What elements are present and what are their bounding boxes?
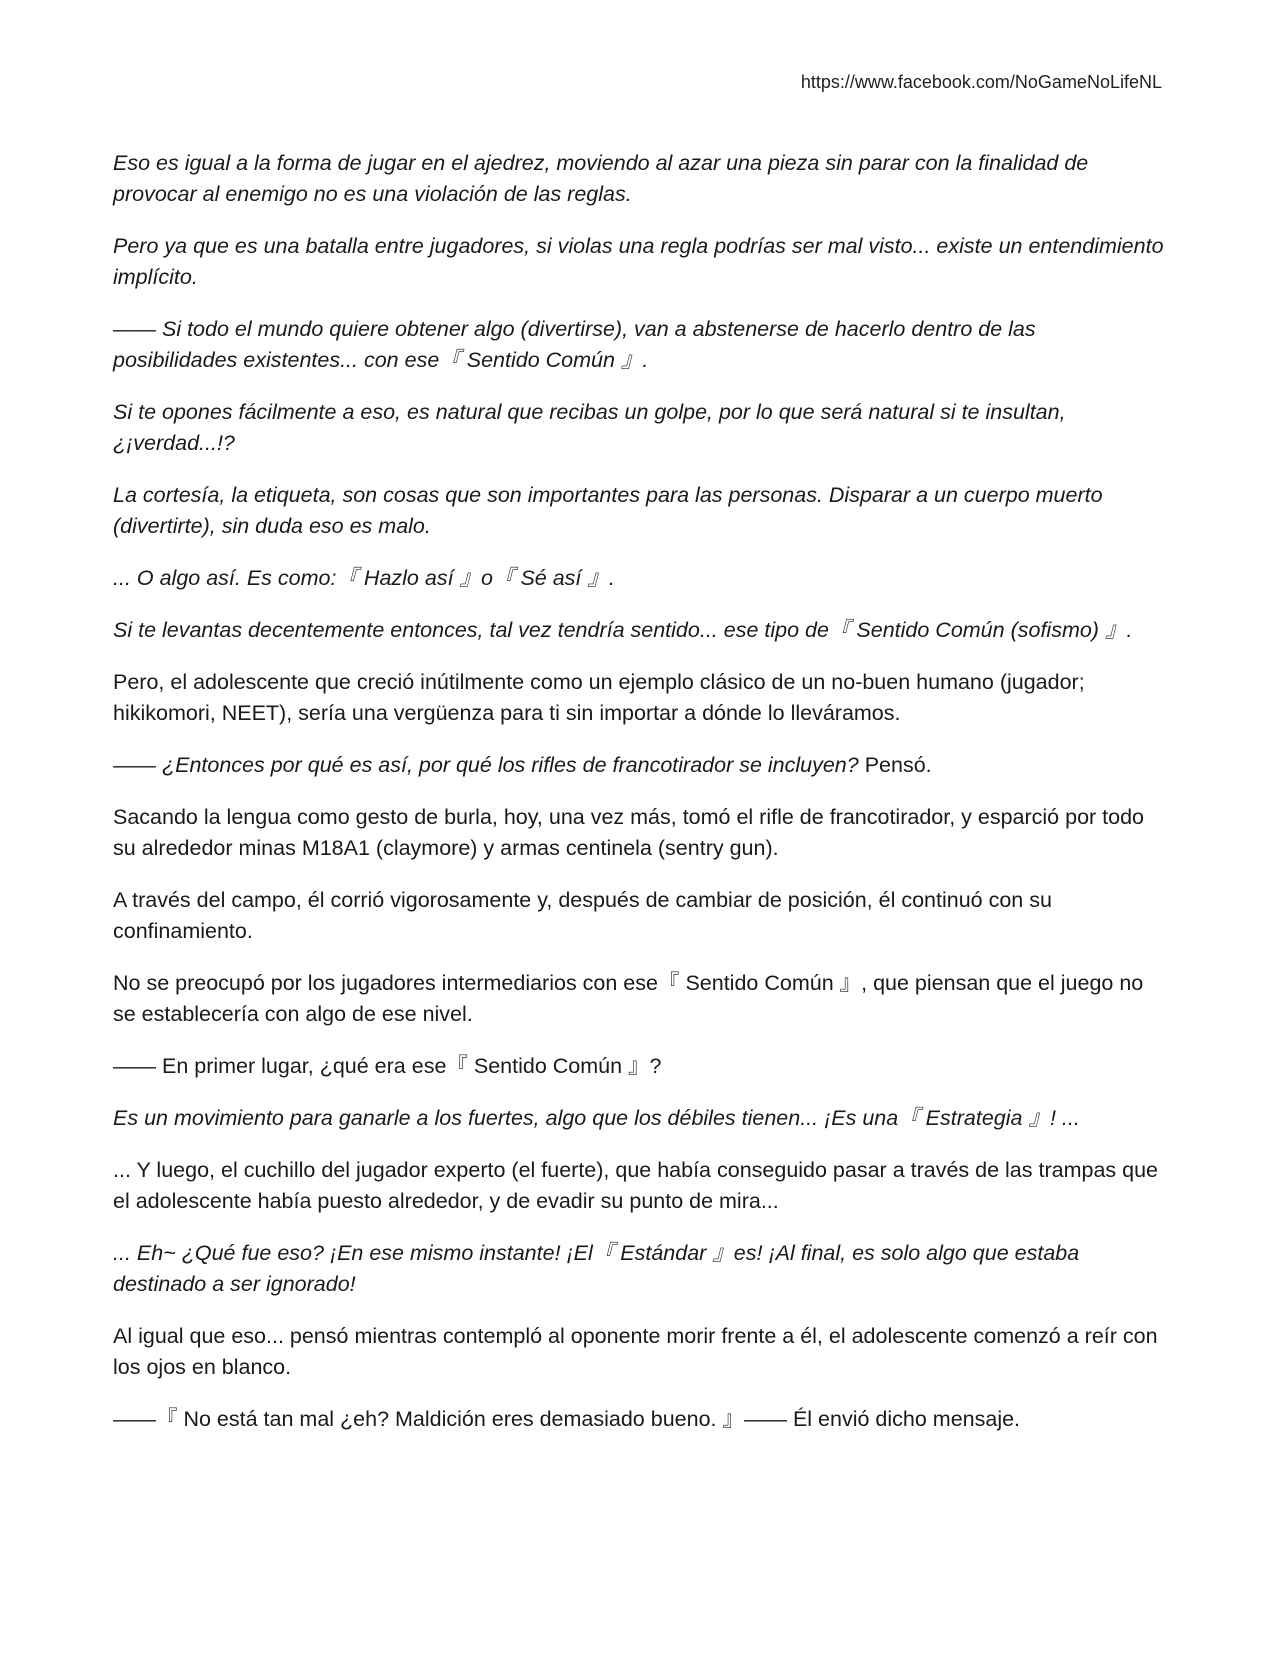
paragraph-italic-part: —— ¿Entonces por qué es así, por qué los rifles de francotirador se incluyen? — [113, 753, 859, 777]
paragraph: Pero ya que es una batalla entre jugadores, si violas una regla podrías ser mal visto... existe un entendimiento implícito. — [113, 234, 1164, 289]
body-text — [113, 148, 1165, 1456]
paragraph: ... Eh~ ¿Qué fue eso? ¡En ese mismo instante! ¡El『 Estándar 』es! ¡Al final, es solo algo que estaba destinado a ser ignorado! — [113, 1241, 1080, 1296]
paragraph: ——『 No está tan mal ¿eh? Maldición eres demasiado bueno. 』—— Él envió dicho mensaje. — [113, 1407, 1021, 1431]
paragraph: —— Si todo el mundo quiere obtener algo (divertirse), van a abstenerse de hacerlo dentro de las posibilidades existentes... con ese『 Sentido Común 』. — [113, 317, 1036, 372]
paragraph: A través del campo, él corrió vigorosamente y, después de cambiar de posición, él continuó con su confinamiento. — [113, 888, 1052, 943]
paragraph: Pero, el adolescente que creció inútilmente como un ejemplo clásico de un no-buen humano (jugador; hikikomori, NEET), sería una vergüenza para ti sin importar a dónde lo lleváramos. — [113, 670, 1085, 725]
paragraph: —— En primer lugar, ¿qué era ese『 Sentido Común 』? — [113, 1054, 662, 1078]
paragraph-mixed — [113, 750, 1165, 781]
paragraph: Eso es igual a la forma de jugar en el ajedrez, moviendo al azar una pieza sin parar con la finalidad de provocar al enemigo no es una violación de las reglas. — [113, 151, 1089, 206]
paragraph: No se preocupó por los jugadores intermediarios con ese『 Sentido Común 』, que piensan que el juego no se establecería con algo de ese nivel. — [113, 971, 1144, 1026]
paragraph: ... O algo así. Es como:『 Hazlo así 』o『 Sé así 』. — [113, 566, 615, 590]
paragraph: Sacando la lengua como gesto de burla, hoy, una vez más, tomó el rifle de francotirador, y esparció por todo su alrededor minas M18A1 (claymore) y armas centinela (sentry gun). — [113, 805, 1145, 860]
paragraph: ... Y luego, el cuchillo del jugador experto (el fuerte), que había conseguido pasar a través de las trampas que el adolescente había puesto alrededor, y de evadir su punto de mira... — [113, 1158, 1158, 1213]
paragraph: Al igual que eso... pensó mientras contempló al oponente morir frente a él, el adolescente comenzó a reír con los ojos en blanco. — [113, 1324, 1158, 1379]
paragraph: Es un movimiento para ganarle a los fuertes, algo que los débiles tienen... ¡Es una『 Estrategia 』! ... — [113, 1106, 1080, 1130]
paragraph: Si te levantas decentemente entonces, tal vez tendría sentido... ese tipo de『 Sentido Común (sofismo) 』. — [113, 618, 1133, 642]
header-url: https://www.facebook.com/NoGameNoLifeNL — [800, 72, 1162, 92]
paragraph: Si te opones fácilmente a eso, es natural que recibas un golpe, por lo que será natural si te insultan, ¿¡verdad...!? — [113, 400, 1066, 455]
paragraph-normal-part: Pensó. — [858, 753, 932, 777]
paragraph: La cortesía, la etiqueta, son cosas que son importantes para las personas. Disparar a un cuerpo muerto (divertirte), sin duda eso es malo. — [113, 483, 1103, 538]
